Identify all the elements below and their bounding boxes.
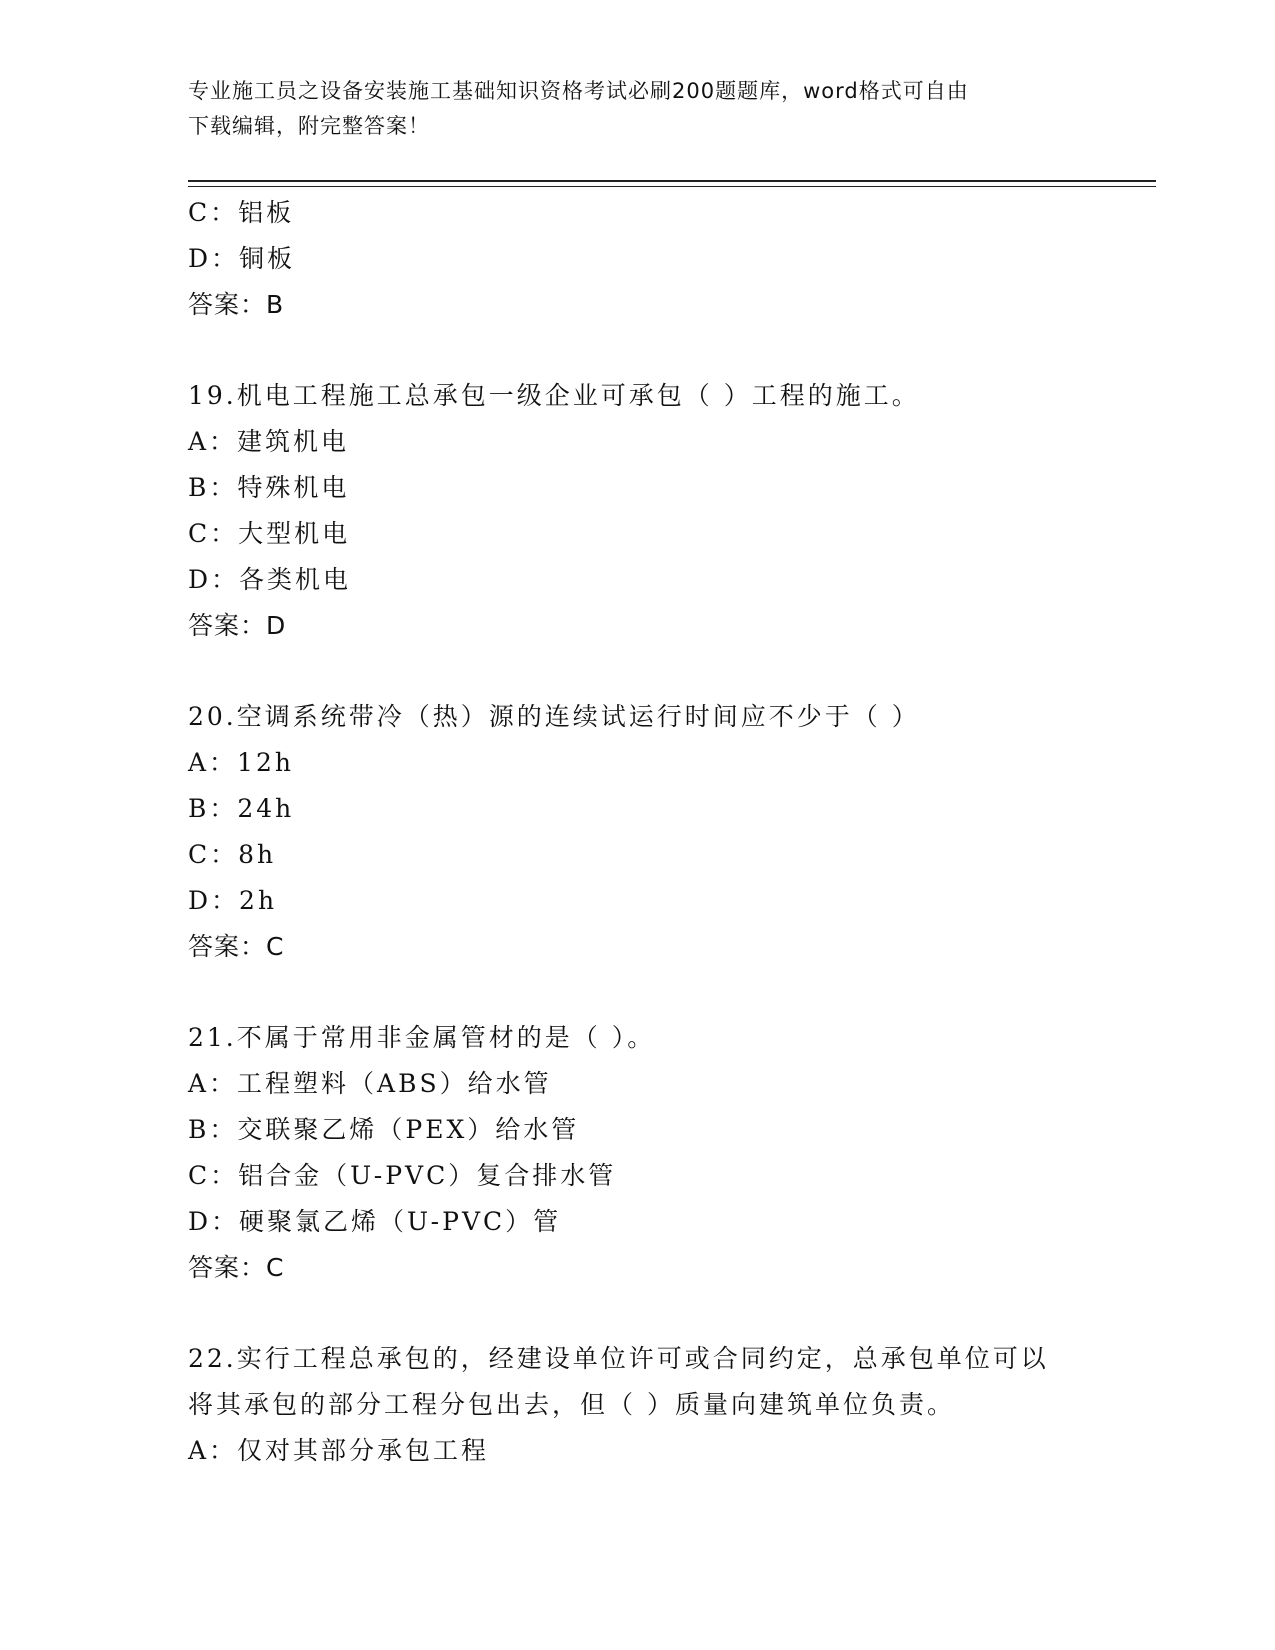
option-c: C：8h <box>188 840 277 869</box>
option-c: C：铝合金（U-PVC）复合排水管 <box>188 1161 617 1190</box>
question-22 <box>188 1336 1088 1474</box>
spacer <box>188 649 1088 694</box>
option-b: B：特殊机电 <box>188 473 350 502</box>
header-line-1: 专业施工员之设备安装施工基础知识资格考试必刷200题题库，word格式可自由 <box>188 79 969 103</box>
option-d: D：硬聚氯乙烯（U-PVC）管 <box>188 1207 562 1236</box>
option-d: D：各类机电 <box>188 565 352 594</box>
question-text-line-1: 22.实行工程总承包的，经建设单位许可或合同约定，总承包单位可以 <box>188 1344 1049 1373</box>
option-d: D：2h <box>188 886 278 915</box>
option-a: A：12h <box>188 748 294 777</box>
option-a: A：仅对其部分承包工程 <box>188 1436 490 1465</box>
option-a: A：建筑机电 <box>188 427 350 456</box>
questions-content <box>188 190 1088 1474</box>
question-21 <box>188 1015 1088 1291</box>
option-b: B：24h <box>188 794 295 823</box>
answer-line: 答案：B <box>188 290 285 319</box>
question-text-line-2: 将其承包的部分工程分包出去，但（ ）质量向建筑单位负责。 <box>188 1390 955 1419</box>
header-rule-thick <box>188 180 1156 182</box>
spacer <box>188 328 1088 373</box>
question-19 <box>188 373 1088 649</box>
header-rule-thin <box>188 186 1156 187</box>
answer-line: 答案：C <box>188 1253 285 1282</box>
spacer <box>188 970 1088 1015</box>
spacer <box>188 1291 1088 1336</box>
document-header <box>188 74 1068 144</box>
answer-line: 答案：C <box>188 932 285 961</box>
option-b: B：交联聚乙烯（PEX）给水管 <box>188 1115 580 1144</box>
header-line-2: 下载编辑，附完整答案！ <box>188 114 430 138</box>
question-text: 21.不属于常用非金属管材的是（ ）。 <box>188 1023 656 1052</box>
question-text: 20.空调系统带冷（热）源的连续试运行时间应不少于（ ） <box>188 702 920 731</box>
option-c: C：大型机电 <box>188 519 351 548</box>
option-c: C：铝板 <box>188 198 295 227</box>
option-a: A：工程塑料（ABS）给水管 <box>188 1069 552 1098</box>
question-text: 19.机电工程施工总承包一级企业可承包（ ）工程的施工。 <box>188 381 920 410</box>
answer-line: 答案：D <box>188 611 287 640</box>
option-d: D：铜板 <box>188 244 296 273</box>
question-18-tail <box>188 190 1088 328</box>
question-20 <box>188 694 1088 970</box>
